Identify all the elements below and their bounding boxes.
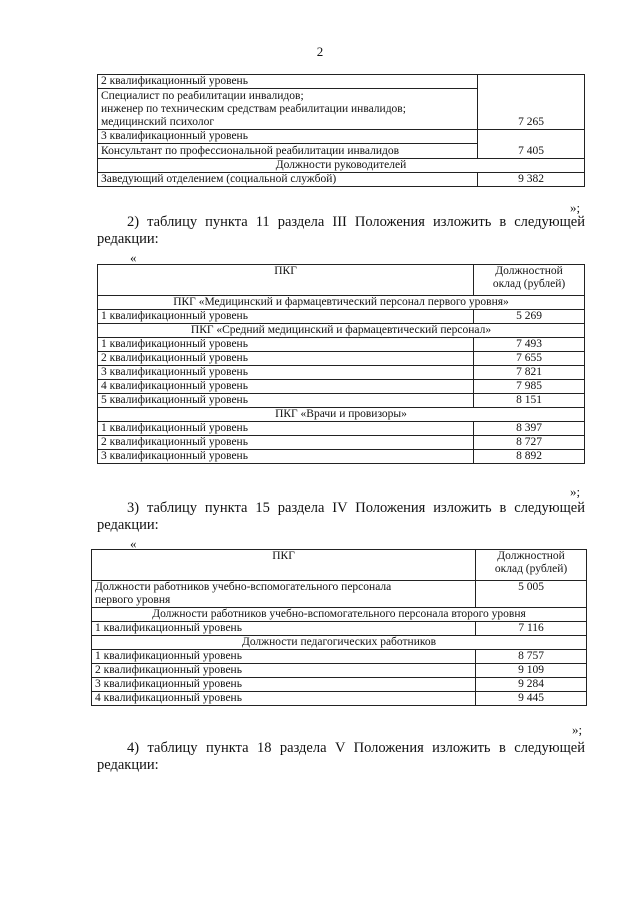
table-section-row [92, 608, 587, 622]
table-3 [91, 549, 587, 706]
table-row [98, 75, 585, 130]
table-row [98, 130, 585, 159]
table-row [98, 450, 585, 464]
table-section-row [92, 636, 587, 650]
table2-row-value: 8 151 [474, 394, 585, 408]
table3-row-label: 1 квалификационный уровень [92, 622, 476, 636]
table2-header-pkg: ПКГ [98, 265, 474, 296]
table-section-row [98, 296, 585, 310]
table2-row-label: 1 квалификационный уровень [98, 338, 474, 352]
table-row [92, 581, 587, 608]
table-row [92, 650, 587, 664]
table3-row-value: 9 284 [476, 678, 587, 692]
table3-section: Должности педагогических работников [92, 636, 587, 650]
table2-row-value: 7 985 [474, 380, 585, 394]
table1-group-2-label: 3 квалификационный уровень Консультант по профессиональной реабилитации инвалидов [98, 130, 478, 159]
opening-quote-3: « [130, 536, 137, 551]
table-row [98, 436, 585, 450]
table3-section: Должности работников учебно-вспомогательного персонала второго уровня [92, 608, 587, 622]
table2-header-salary: Должностной оклад (рублей) [474, 265, 585, 296]
table2-row-label: 4 квалификационный уровень [98, 380, 474, 394]
table-1 [97, 74, 585, 187]
table-row [98, 352, 585, 366]
table3-row-label: 3 квалификационный уровень [92, 678, 476, 692]
table3-row-label: 4 квалификационный уровень [92, 692, 476, 706]
table-section-row [98, 324, 585, 338]
closing-quote-1: »; [570, 200, 581, 215]
table-header-row [92, 550, 587, 581]
table3-row-label: 2 квалификационный уровень [92, 664, 476, 678]
table2-row-value: 8 397 [474, 422, 585, 436]
table-row [98, 394, 585, 408]
table2-section: ПКГ «Медицинский и фармацевтический персонал первого уровня» [98, 296, 585, 310]
table-row [92, 692, 587, 706]
table2-row-value: 8 727 [474, 436, 585, 450]
table3-group-label: Должности работников учебно-вспомогательного персонала первого уровня [92, 581, 476, 608]
table-2 [97, 264, 585, 464]
paragraph-3: 3) таблицу пункта 15 раздела IV Положения изложить в следующей редакции: [97, 500, 585, 533]
table-section-row [98, 159, 585, 173]
table3-row-value: 7 116 [476, 622, 587, 636]
table2-row-label: 1 квалификационный уровень [98, 310, 474, 324]
table1-section-heads: Должности руководителей [98, 159, 585, 173]
table3-header-salary: Должностной оклад (рублей) [476, 550, 587, 581]
paragraph-2: 2) таблицу пункта 11 раздела III Положения изложить в следующей редакции: [97, 214, 585, 247]
table2-row-value: 7 821 [474, 366, 585, 380]
table2-row-label: 1 квалификационный уровень [98, 422, 474, 436]
table1-row-value: 9 382 [478, 173, 585, 187]
table-row [98, 422, 585, 436]
table-row [98, 380, 585, 394]
table2-section: ПКГ «Врачи и провизоры» [98, 408, 585, 422]
opening-quote-2: « [130, 250, 137, 265]
page-number: 2 [316, 44, 324, 59]
table1-row-label: Заведующий отделением (социальной службой) [98, 173, 478, 187]
table3-row-label: 1 квалификационный уровень [92, 650, 476, 664]
table3-group-value: 5 005 [476, 581, 587, 608]
table2-row-label: 5 квалификационный уровень [98, 394, 474, 408]
table-row [98, 366, 585, 380]
table1-group-2-value: 7 405 [478, 130, 585, 159]
table-row [92, 678, 587, 692]
table2-row-value: 8 892 [474, 450, 585, 464]
closing-quote-2: »; [570, 484, 581, 499]
table2-row-value: 7 655 [474, 352, 585, 366]
table3-row-value: 9 109 [476, 664, 587, 678]
table-row [98, 173, 585, 187]
table2-row-value: 5 269 [474, 310, 585, 324]
table2-row-label: 2 квалификационный уровень [98, 352, 474, 366]
table2-row-label: 3 квалификационный уровень [98, 450, 474, 464]
table-row [92, 664, 587, 678]
table2-row-label: 2 квалификационный уровень [98, 436, 474, 450]
table-section-row [98, 408, 585, 422]
table3-row-value: 8 757 [476, 650, 587, 664]
table3-header-pkg: ПКГ [92, 550, 476, 581]
table-header-row [98, 265, 585, 296]
paragraph-4: 4) таблицу пункта 18 раздела V Положения изложить в следующей редакции: [97, 740, 585, 773]
table-row [92, 622, 587, 636]
table1-group-1-value: 7 265 [478, 75, 585, 130]
table2-row-value: 7 493 [474, 338, 585, 352]
table3-row-value: 9 445 [476, 692, 587, 706]
table-row [98, 310, 585, 324]
table-row [98, 338, 585, 352]
table1-group-1-label: 2 квалификационный уровень Специалист по реабилитации инвалидов; инженер по техническим средствам реабилитации инвалидов; медицинский психолог [98, 75, 478, 130]
closing-quote-3: »; [572, 722, 583, 737]
table2-row-label: 3 квалификационный уровень [98, 366, 474, 380]
table2-section: ПКГ «Средний медицинский и фармацевтический персонал» [98, 324, 585, 338]
